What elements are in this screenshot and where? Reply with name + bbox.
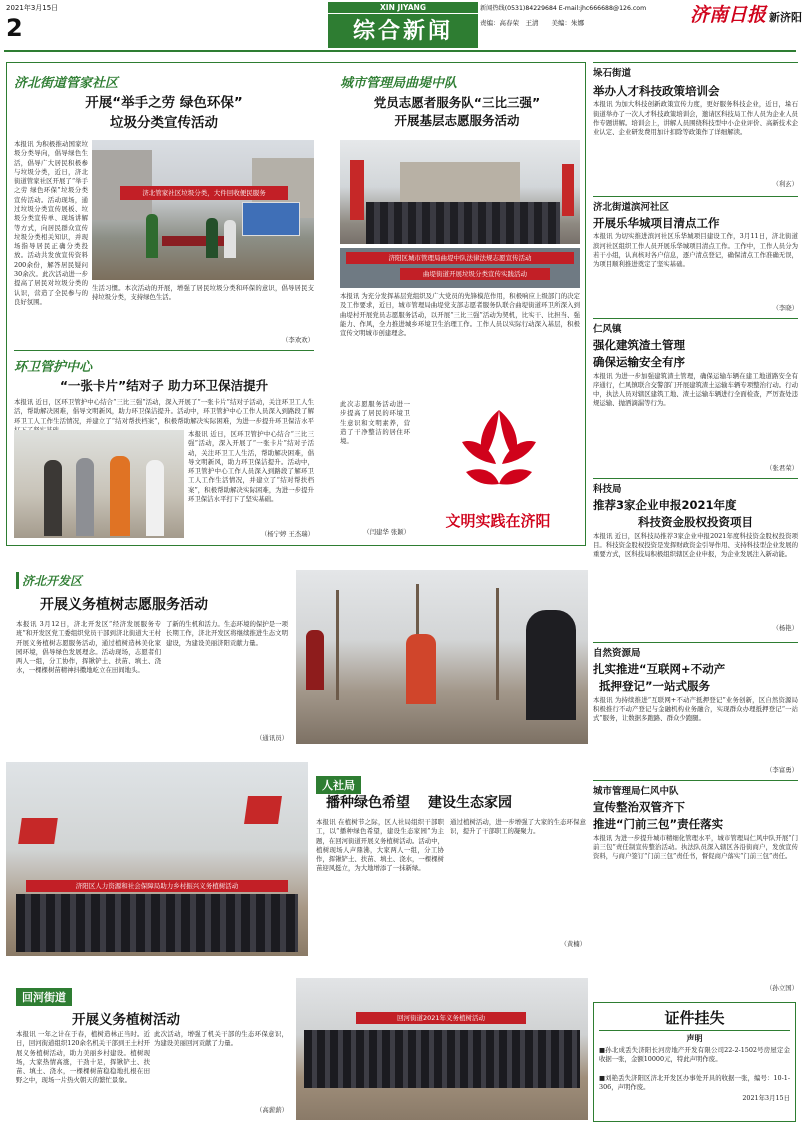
a2-crowd <box>366 202 560 244</box>
masthead <box>0 0 800 60</box>
s1-tag: 垛石街道 <box>593 62 798 79</box>
a2-banner-1: 济阳区城市管理局曲堤中队法律法规志愿宣传活动 <box>346 252 574 264</box>
a2-photo-1 <box>340 140 580 244</box>
s6-tag: 城市管理局仁风中队 <box>593 780 798 797</box>
a1-table <box>162 236 232 246</box>
a3-person-3 <box>110 456 130 536</box>
a3-body-continued-text: 本报讯 近日，区环卫管护中心结合“三比三强”活动，深入开展了“一张卡片”结对子活动，关注环卫工人生活，帮助解决困难，倡导文明新风，助力环卫保洁提升。活动中，环卫管护中心工作人员深入到路段了解环卫工人工作生活情况，并建立了“结对帮扶档案”，积极帮助解决实际困难，为进一步提升环卫保洁水平打下了坚实基础。 <box>188 430 314 503</box>
a6-title: 开展义务植树活动 <box>72 1012 180 1028</box>
notice-box <box>593 1002 796 1122</box>
sidebar-4 <box>593 478 798 636</box>
a5-author: （黄楠） <box>560 940 586 948</box>
s6-title-1: 宣传整治双管齐下 <box>593 800 685 814</box>
a1-photo-building <box>92 150 152 220</box>
notice-1: ■孙北成丢失济阳长河房地产开发有限公司22-2-1502号房屋定金收据一张，金额10000元，特此声明作废。 <box>599 1046 790 1064</box>
sidebar-5 <box>593 642 798 778</box>
page-number: 2 <box>6 14 23 42</box>
a1-photo <box>92 140 314 280</box>
section-title: 综合新闻 <box>328 14 478 48</box>
a5-title-1: 播种绿色希望 <box>326 795 410 811</box>
a2-flag-2 <box>562 164 574 216</box>
sidebar-6 <box>593 780 798 996</box>
s2-body: 本报讯 为切实推进滨河社区乐华城项目建设工作，3月11日，济北街道滨河社区组织工作人员开展乐华城项目清点工作。工作中，工作人员分为若干小组，认真核对各户信息，逐户清点登记，确保清点工作准确无误，为项目顺利推进奠定了坚实基础。 <box>593 232 798 269</box>
a4-photo <box>296 570 588 744</box>
a4-photo-tree3 <box>496 588 499 700</box>
a4-body-2: 了新的生机和活力。生态环境的保护是一项长期工作，济北开发区将继续推进生态文明建设，为建设美丽济阳贡献力量。 <box>166 620 288 647</box>
s5-body: 本报讯 为持续推进“互联网+不动产抵押登记”业务创新，区自然资源局积极推行不动产登记与金融机构业务融合，实现群众办理抵押登记“一站式”服务，让数据多跑路、群众少跑腿。 <box>593 695 798 723</box>
a1-person-2 <box>206 218 218 258</box>
a6-crowd <box>304 1030 580 1088</box>
a1-display-board <box>242 202 300 236</box>
a5-tag: 人社局 <box>316 776 361 794</box>
a3-person-2 <box>76 458 94 536</box>
s4-author: （杨艳） <box>772 623 798 632</box>
a2-photo-2 <box>340 248 580 288</box>
a5-photo-flag-2 <box>244 796 282 824</box>
a3-body: 本报讯 近日，区环卫管护中心结合“三比三强”活动，深入开展了“一张卡片”结对子活动，关注环卫工人生活，帮助解决困难，倡导文明新风，助力环卫保洁提升。活动中，环卫管护中心工作人员深入到路段了解环卫工人工作生活情况，并建立了“结对帮扶档案”，积极帮助解决实际困难，为进一步提升环卫保洁水平 <box>14 398 314 425</box>
a1-divider <box>14 350 314 351</box>
s4-title-1: 推荐3家企业申报2021年度 <box>593 498 737 512</box>
s3-title-1: 强化建筑渣土管理 <box>593 338 685 352</box>
sidebar-2 <box>593 196 798 312</box>
s3-tag: 仁风镇 <box>593 318 798 335</box>
sidebar-3 <box>593 318 798 476</box>
s3-author: （张君荣） <box>766 463 798 472</box>
a5-banner: 济阳区人力资源和社会保障局助力乡村振兴义务植树活动 <box>26 880 288 892</box>
a6-photo <box>296 978 588 1120</box>
issue-date: 2021年3月15日 <box>6 4 59 12</box>
s5-tag: 自然资源局 <box>593 642 798 659</box>
top-rule <box>4 50 796 52</box>
a3-body-continued <box>188 430 314 530</box>
a2-photo-house <box>400 162 520 206</box>
s5-title-1: 扎实推进“互联网+不动产 <box>593 662 726 676</box>
s2-author: （李晓） <box>772 304 798 313</box>
a4-body: 本报讯 3月12日，济北开发区“经济发展服务专班”和开发区党工委组织党员干部到济北街道大王村开展义务植树志愿服务活动，通过植树造林美化家园环境，倡导绿色发展理念。活动现场，志愿者们两人一组，分工协作，挥锹铲土、扶苗、填土、浇水，一棵棵树苗精神抖擞地屹立在田间地头。 <box>16 620 161 675</box>
hotline: 新闻热线(0531)84229684 E-mail:jhc666688@126.com <box>480 5 647 12</box>
a1-person-1 <box>146 214 158 258</box>
paper-name-main: 济南日报 <box>690 4 767 26</box>
a2-author: （闫建华 张颖） <box>363 528 410 536</box>
a1-body: 本报讯 为积极推动国家垃圾分类导向，倡导绿色生活，倡导广大居民积极参与垃圾分类，近日，济北街道管家社区开展了“举手之劳 绿色环保”垃圾分类宣传活动。活动现场，通过垃圾分类宣传展板、垃圾分类宣传单、现场讲解等方式，向居民群众宣传垃圾分类相关知识，并现场指导居民正确分类投放。活动共发放宣传资料200余份，解答居民疑问30余次。此次活动进一步提高了居民对垃圾分类的认识，营造了全民参与的良好氛围。 <box>14 140 88 306</box>
a2-logo-text: 文明实践在济阳 <box>445 512 551 530</box>
a2-body-2: 此次志愿服务活动进一步提高了居民的环境卫生意识和文明素养，营造了干净整洁的居住环境。 <box>340 400 410 446</box>
a3-person-1 <box>44 460 62 536</box>
notice-sub: 声明 <box>686 1033 703 1043</box>
a3-author: （杨宁婷 王杰瑞） <box>260 530 314 538</box>
s4-tag: 科技局 <box>593 478 798 495</box>
s6-title-2: 推进“门前三包”责任落实 <box>593 817 724 832</box>
s2-tag: 济北街道滨河社区 <box>593 196 798 213</box>
a2-logo <box>416 402 580 538</box>
sidebar-1 <box>593 62 798 194</box>
a1-body-2: 生活习惯。本次活动的开展，增强了居民垃圾分类和环保的意识，倡导居民支持垃圾分类，支持绿色生活。 <box>92 284 314 302</box>
notice-date: 2021年3月15日 <box>742 1094 790 1102</box>
a1-person-3 <box>224 220 236 258</box>
a6-tag: 回河街道 <box>16 988 72 1006</box>
a6-author: （高薪薪） <box>256 1106 288 1114</box>
a2-title-1: 党员志愿者服务队“三比三强” <box>373 95 541 110</box>
s2-title: 开展乐华城项目清点工作 <box>593 216 720 230</box>
a6-body: 本报讯 一年之计在于春，植树造林正当时。近日，回河街道组织120余名机关干部到王土村开展义务植树活动，助力美丽乡村建设。植树现场，大家热情高涨，干劲十足，挥锹铲土、扶苗、填土、浇水，一棵棵树苗稳稳地扎根在田野之中，现场一片热火朝天的繁忙景象。 <box>16 1030 150 1085</box>
editors: 责编：高春荣 王清 美编：朱娜 <box>480 19 584 27</box>
s3-body: 本报讯 为进一步加强建筑渣土管理，确保运输车辆在建工地道路安全有序通行，仁风镇联合交警部门开展建筑渣土运输车辆专项整治行动。行动中，执法人员对辖区建筑工地、渣土运输车辆进行全面检查，严厉查处违规运输、抛洒滴漏等行为。 <box>593 371 798 408</box>
a5-headline <box>326 792 588 812</box>
a4-person-2 <box>526 610 576 720</box>
pinyin-bar: XIN JIYANG <box>328 2 478 13</box>
a5-crowd <box>16 894 298 952</box>
a4-title: 开展义务植树志愿服务活动 <box>40 597 208 613</box>
s3-title-2: 确保运输安全有序 <box>593 355 685 370</box>
a3-title: “一张卡片”结对子 助力环卫保洁提升 <box>59 378 269 393</box>
a5-body-2: 通过植树活动，进一步增强了大家的生态环保意识，提升了干部职工的凝聚力。 <box>450 818 586 836</box>
s6-author: （孙立国） <box>766 983 798 992</box>
a6-banner: 回河街道2021年义务植树活动 <box>356 1012 526 1024</box>
a5-photo <box>6 762 308 956</box>
notice-title: 证件挂失 <box>599 1007 790 1031</box>
a2-headline <box>332 94 582 130</box>
s1-body: 本报讯 为加大科技创新政策宣传力度，更好服务科技企业，近日，垛石街道举办了一次人才科技政策培训会，邀请区科技局工作人员为企业人员作专题讲解。培训会上，讲解人员围绕科技型中小企业评价、高新技术企业认定、企业研发费用加计扣除等政策作了详细解读。 <box>593 100 798 137</box>
a5-body: 本报讯 在植树节之际，区人社局组织干部职工，以“播种绿色希望，建设生态家园”为主题，在回河街道开展义务植树活动。活动中，植树现场人声鼎沸，大家两人一组，分工协作，挥锹铲土、扶苗、填土、浇水，一棵棵树苗迎风挺立，为大地增添了一抹新绿。 <box>316 818 444 873</box>
s4-title-2: 科技资金股权投资项目 <box>638 515 753 530</box>
a1-author: （李欢欢） <box>282 336 314 344</box>
a1-headline <box>14 94 314 133</box>
a4-person-1 <box>406 634 436 704</box>
a4-author: （通讯员） <box>256 734 288 742</box>
a5-title-2: 建设生态家园 <box>428 795 512 811</box>
a4-tag: 济北开发区 <box>16 572 82 589</box>
a1-banner: 济北管家社区垃圾分类，大件回收便民服务 <box>120 186 288 200</box>
a4-photo-tree <box>336 590 339 700</box>
s1-title: 举办人才科技政策培训会 <box>593 84 720 98</box>
a2-body: 本报讯 为充分发挥基层党组织及广大党员的先锋模范作用，积极响应上级部门的决定及工作要求，近日，城市管理局曲堤党支部志愿者服务队联合曲堤街道环卫所深入到曲堤村开展党员志愿服务活动，以开展“三比三强”活动为契机，比实干、比担当、强能力、作风，全力推进城乡环境卫生治理工作。工作人员以实际行动深入基层，积极宣传文明城市创建理念。 <box>340 292 580 338</box>
a1-title-1: 开展“举手之劳 绿色环保” <box>85 95 243 111</box>
paper-name <box>690 0 802 27</box>
a1-tag: 济北街道管家社区 <box>14 76 119 91</box>
a5-photo-flag-1 <box>18 818 58 844</box>
civilization-practice-emblem <box>444 402 554 502</box>
a3-person-4 <box>146 460 164 536</box>
a6-body-2: 此次活动，增强了机关干部的生态环保意识，为建设美丽回河贡献了力量。 <box>154 1030 288 1048</box>
a1-title-2: 垃圾分类宣传活动 <box>110 114 218 131</box>
paper-name-sub: 新济阳 <box>769 11 802 24</box>
a4-person-3 <box>306 630 324 690</box>
a2-flag <box>350 160 364 220</box>
a3-photo <box>14 430 184 538</box>
s1-author: （利玄） <box>772 180 798 189</box>
a2-banner-2: 曲堤街道开展垃圾分类宣传实践活动 <box>400 268 550 280</box>
a2-title-2: 开展基层志愿服务活动 <box>394 113 520 129</box>
s4-body: 本报讯 近日，区科技局推荐3家企业申报2021年度科技资金股权投资项目。科技资金股权投资是发挥财政资金引导作用、支持科技型企业发展的重要方式，区科技局积极组织辖区企业申报，为企业发展注入新动能。 <box>593 531 798 559</box>
s5-author: （李富勇） <box>766 765 798 774</box>
a3-tag: 环卫管护中心 <box>14 360 93 375</box>
a2-tag: 城市管理局曲堤中队 <box>340 76 458 91</box>
s5-title-2: 抵押登记”一站式服务 <box>599 679 711 694</box>
s6-body: 本报讯 为进一步提升城市精细化管理水平，城市管理局仁风中队开展“门前三包”责任制宣传整治活动。执法队员深入辖区各沿街商户，发放宣传资料，与商户签订“门前三包”责任书，督促商户落实“门前三包”责任。 <box>593 833 798 861</box>
notice-2: ■刘艳丢失济阳区济北开发区办事处开具的收据一张，编号：10-1-306，声明作废。 <box>599 1074 790 1092</box>
